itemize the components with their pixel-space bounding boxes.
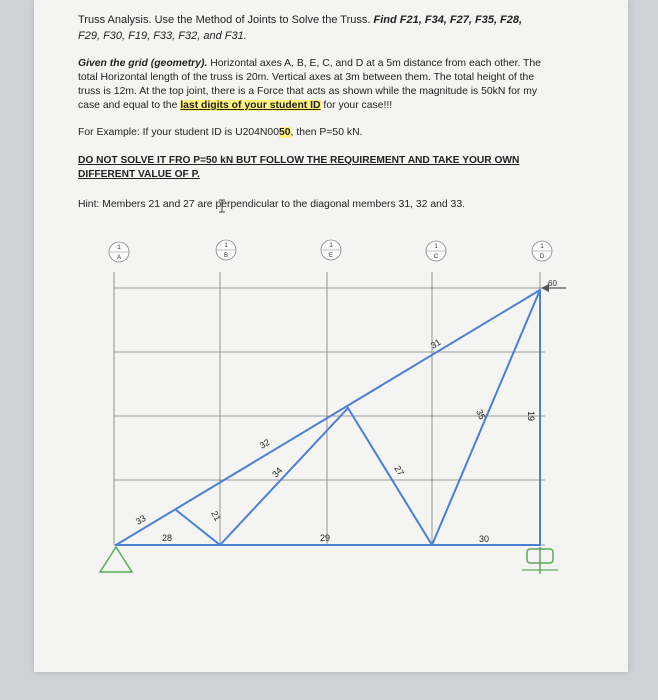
- warning-line-2: DIFFERENT VALUE OF P.: [78, 169, 200, 180]
- member-label-32: 32: [257, 436, 272, 451]
- text-cursor-icon: [219, 200, 225, 212]
- axis-letter: D: [539, 254, 545, 260]
- force-label: 60: [548, 279, 557, 288]
- axis-bubble-c: [426, 241, 446, 261]
- member-label-29: 29: [320, 533, 331, 543]
- member-label-21: 21: [209, 509, 223, 523]
- member-label-33: 33: [133, 512, 148, 527]
- axis-letter: C: [433, 254, 439, 260]
- roller-support: [522, 547, 558, 574]
- given-line-1: Given the grid (geometry). Horizontal axes A, B, E, C, and D at a 5m distance from each other. The: [78, 58, 541, 69]
- find-list: Find F21, F34, F27, F35, F28,: [373, 14, 523, 26]
- given-line-2: total Horizontal length of the truss is 20m. Vertical axes at 3m between them. The total height of the: [78, 72, 535, 83]
- axis-bubble-b: [216, 240, 236, 260]
- problem-title-line: Truss Analysis. Use the Method of Joints to Solve the Truss. Find F21, F34, F27, F35, F28,: [78, 14, 523, 26]
- highlighted-student-id: last digits of your student ID: [180, 100, 321, 111]
- axis-bubble-e: [321, 240, 341, 260]
- member-label-28: 28: [162, 533, 173, 543]
- member-label-34: 34: [270, 465, 285, 480]
- given-line-4: case and equal to the last digits of your student ID for your case!!!: [78, 100, 393, 111]
- member-27: [348, 408, 432, 545]
- member-label-30: 30: [479, 534, 490, 544]
- member-label-27: 27: [392, 463, 407, 478]
- member-label-31: 31: [428, 336, 443, 351]
- member-33-32-31: [116, 290, 540, 545]
- axis-letter: E: [328, 253, 334, 259]
- member-label-19: 19: [526, 411, 536, 422]
- example-digits: 50: [278, 127, 291, 138]
- warning-line-1: DO NOT SOLVE IT FRO P=50 kN BUT FOLLOW THE REQUIREMENT AND TAKE YOUR OWN: [78, 155, 520, 166]
- axis-letter: B: [223, 253, 229, 259]
- member-label-35: 35: [474, 407, 488, 422]
- given-line-3: truss is 12m. At the top joint, there is a Force that acts as shown while the magnitude is 50kN for my: [78, 86, 538, 97]
- applied-force-arrow: [541, 279, 566, 292]
- axis-number: 1: [434, 244, 438, 250]
- hint-line: Hint: Members 21 and 27 are perpendicular to the diagonal members 31, 32 and 33.: [78, 199, 466, 210]
- find-list-continued: F29, F30, F19, F33, F32, and F31.: [78, 30, 247, 42]
- example-line: For Example: If your student ID is U204N0050, then P=50 kN.: [78, 127, 363, 138]
- member-34: [220, 408, 348, 545]
- axis-number: 1: [117, 245, 121, 251]
- axis-number: 1: [224, 243, 228, 249]
- pin-support: [100, 547, 132, 572]
- axis-bubble-d: [532, 241, 552, 261]
- axis-number: 1: [329, 243, 333, 249]
- axis-number: 1: [540, 244, 544, 250]
- axis-letter: A: [116, 255, 122, 261]
- axis-bubble-a: [109, 242, 129, 262]
